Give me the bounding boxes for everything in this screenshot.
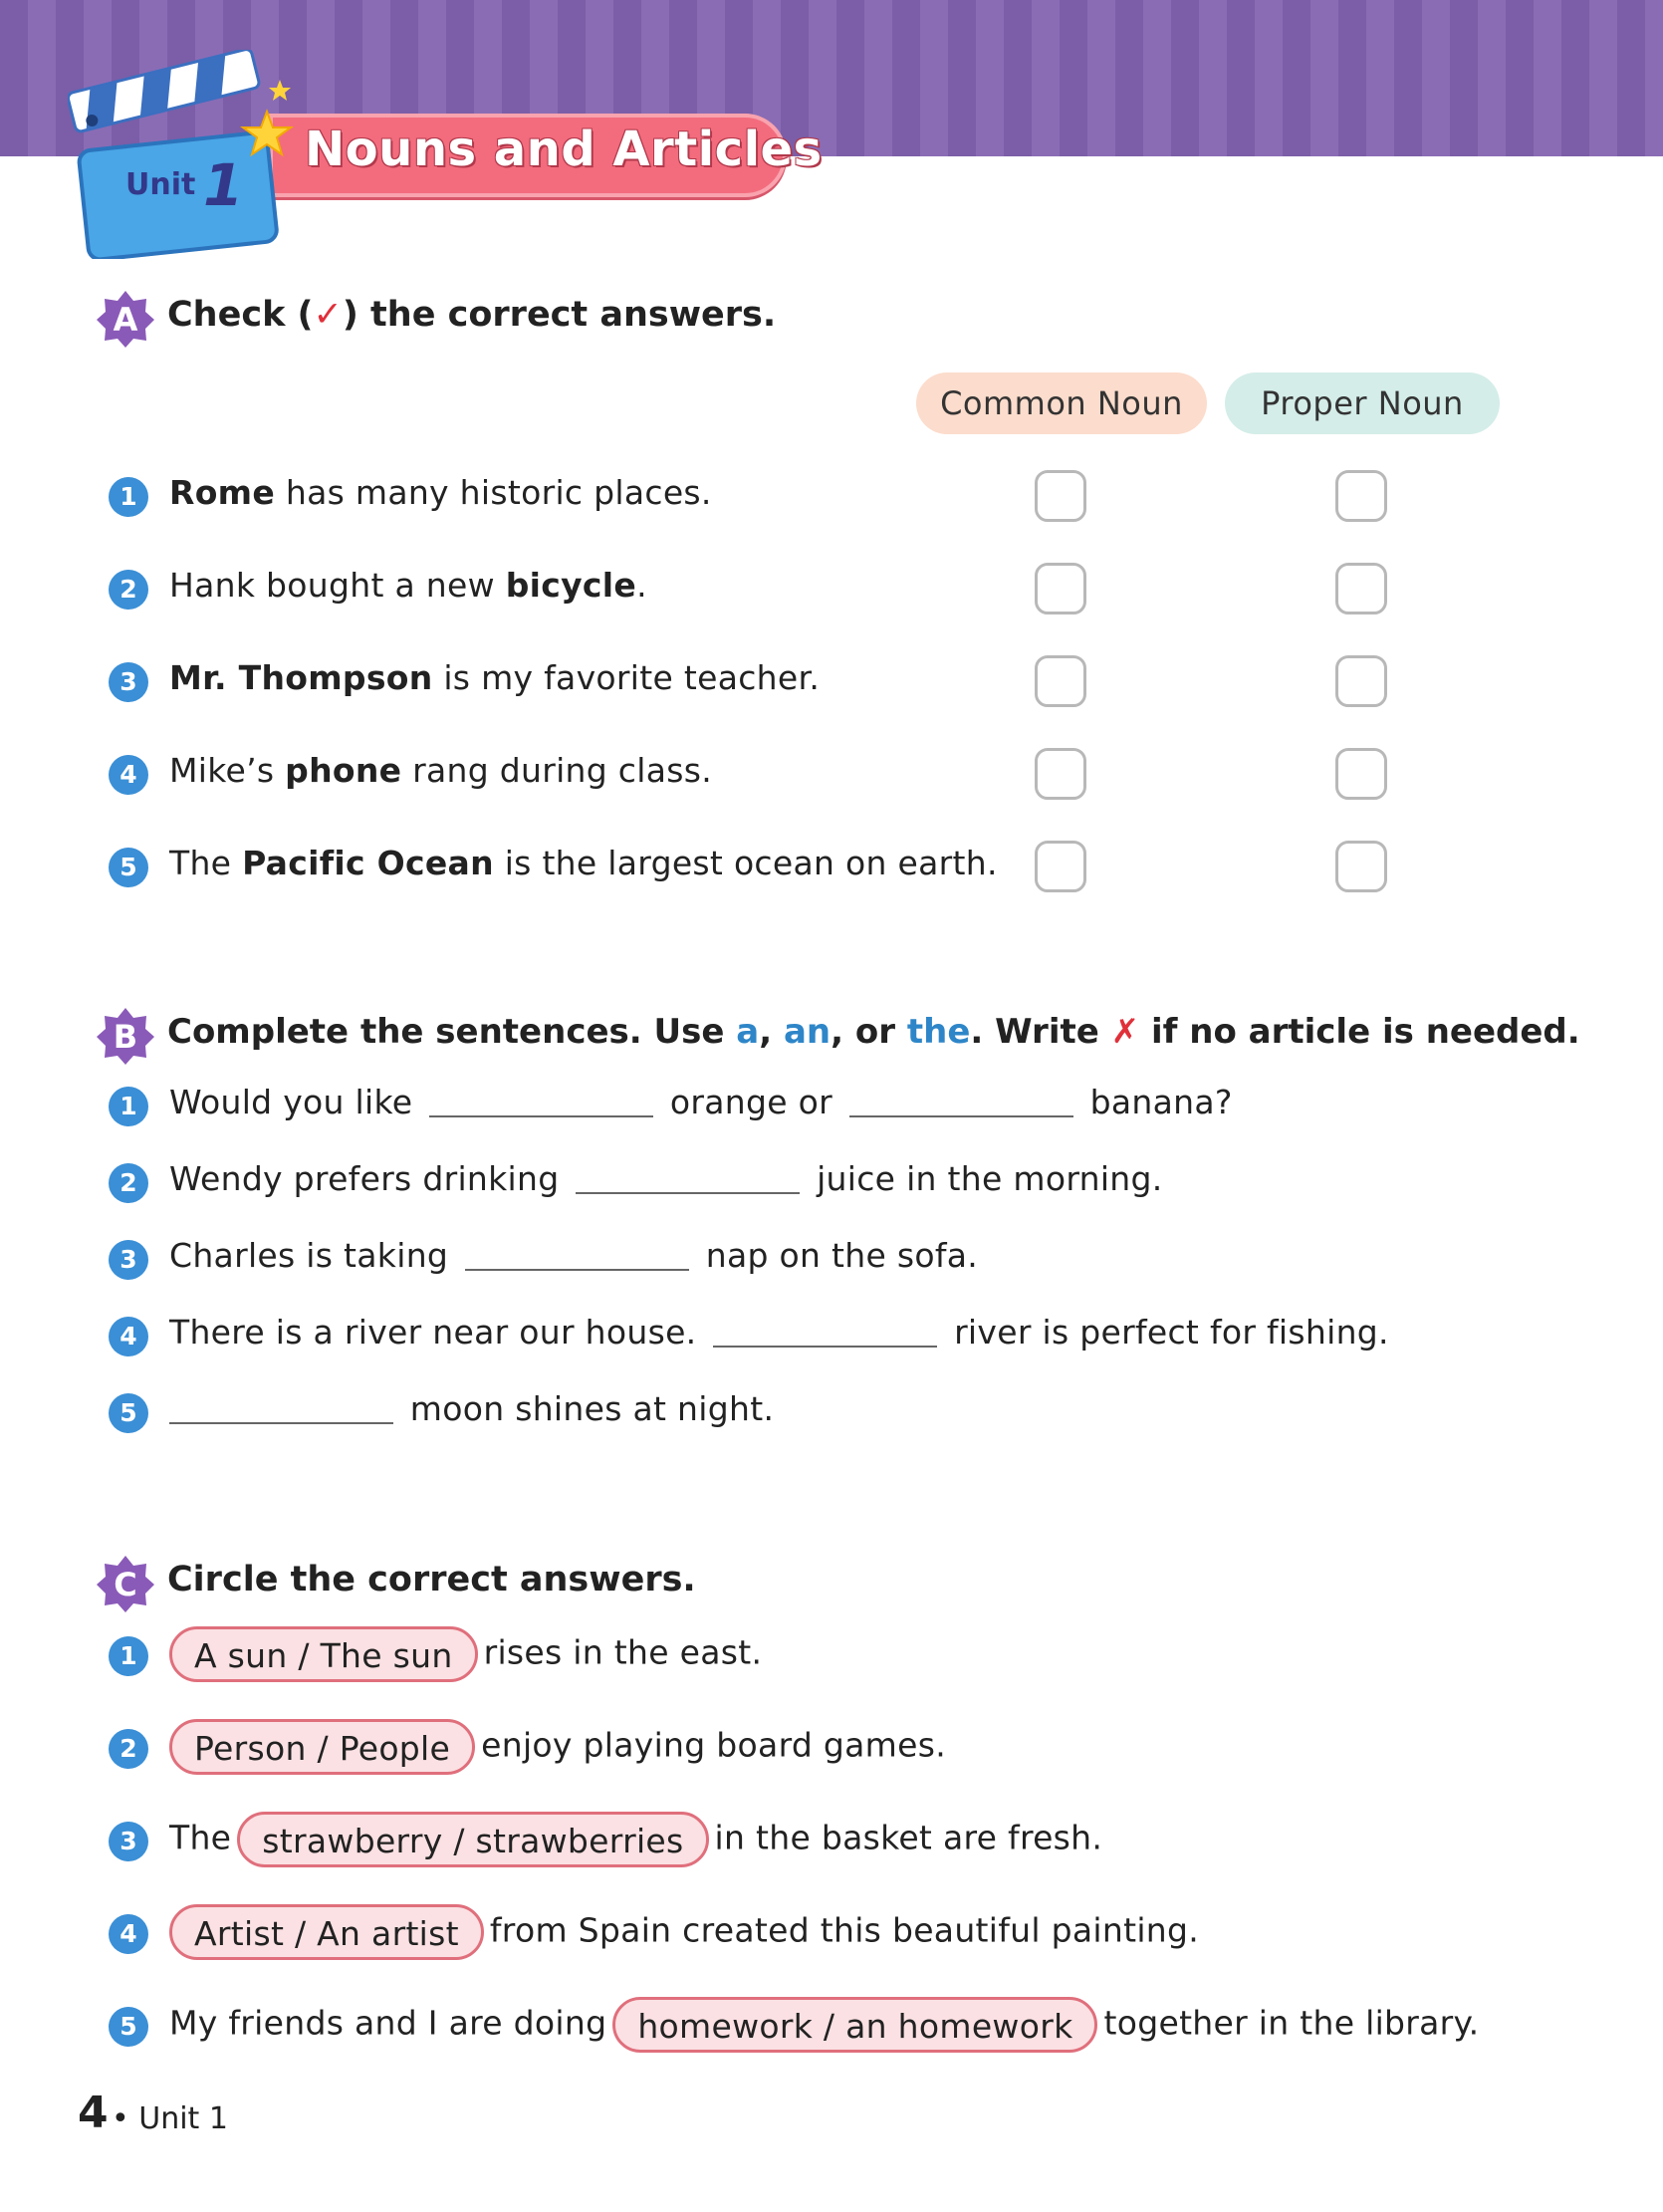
item-number: 1 bbox=[109, 477, 148, 517]
section-a-letter: A bbox=[113, 301, 138, 339]
proper-noun-checkbox-5[interactable] bbox=[1335, 841, 1387, 892]
answer-blank[interactable] bbox=[849, 1114, 1073, 1117]
answer-blank[interactable] bbox=[576, 1191, 800, 1194]
answer-choice[interactable]: Artist / An artist bbox=[169, 1904, 484, 1960]
section-b-badge-icon bbox=[96, 1006, 155, 1066]
item-number: 2 bbox=[109, 1729, 148, 1769]
section-c-item-3: The strawberry / strawberries in the basket are fresh. bbox=[169, 1812, 1102, 1867]
footer-unit: • Unit 1 bbox=[112, 2101, 228, 2136]
section-c-badge-icon bbox=[96, 1554, 155, 1613]
section-a-item-5: The Pacific Ocean is the largest ocean on earth. bbox=[169, 844, 998, 882]
section-b-item-3: Charles is taking nap on the sofa. bbox=[169, 1236, 979, 1275]
unit-label: Unit bbox=[125, 167, 196, 202]
answer-blank[interactable] bbox=[465, 1268, 689, 1271]
common-noun-header: Common Noun bbox=[916, 372, 1207, 434]
section-a-instruction: Check (✓) the correct answers. bbox=[167, 295, 777, 335]
section-b-item-4: There is a river near our house. river is perfect for fishing. bbox=[169, 1313, 1389, 1352]
common-noun-checkbox-1[interactable] bbox=[1035, 470, 1086, 522]
section-c-item-2: Person / People enjoy playing board games. bbox=[163, 1719, 946, 1775]
section-a-badge-icon bbox=[96, 289, 155, 349]
section-b-instruction: Complete the sentences. Use a, an, or the. Write ✗ if no article is needed. bbox=[167, 1012, 1580, 1052]
x-mark-icon: ✗ bbox=[1110, 1012, 1140, 1052]
section-a-item-3: Mr. Thompson is my favorite teacher. bbox=[169, 658, 821, 697]
section-c-item-4: Artist / An artist from Spain created this beautiful painting. bbox=[163, 1904, 1199, 1960]
common-noun-checkbox-3[interactable] bbox=[1035, 655, 1086, 707]
item-number: 3 bbox=[109, 1822, 148, 1861]
section-a-item-1: Rome has many historic places. bbox=[169, 473, 712, 512]
item-number: 1 bbox=[109, 1087, 148, 1126]
clapperboard-icon bbox=[68, 50, 297, 259]
item-number: 5 bbox=[109, 1393, 148, 1433]
answer-choice[interactable]: A sun / The sun bbox=[169, 1626, 478, 1682]
proper-noun-header: Proper Noun bbox=[1225, 372, 1500, 434]
common-noun-checkbox-5[interactable] bbox=[1035, 841, 1086, 892]
answer-blank[interactable] bbox=[169, 1421, 393, 1424]
proper-noun-checkbox-1[interactable] bbox=[1335, 470, 1387, 522]
page-number: 4 bbox=[78, 2088, 109, 2138]
proper-noun-checkbox-2[interactable] bbox=[1335, 563, 1387, 614]
common-noun-checkbox-4[interactable] bbox=[1035, 748, 1086, 800]
proper-noun-checkbox-4[interactable] bbox=[1335, 748, 1387, 800]
item-number: 4 bbox=[109, 1317, 148, 1356]
check-mark-icon: ✓ bbox=[313, 295, 343, 335]
item-number: 4 bbox=[109, 1914, 148, 1954]
section-b-item-2: Wendy prefers drinking juice in the morning. bbox=[169, 1159, 1163, 1198]
common-noun-checkbox-2[interactable] bbox=[1035, 563, 1086, 614]
answer-blank[interactable] bbox=[429, 1114, 653, 1117]
item-number: 4 bbox=[109, 755, 148, 795]
item-number: 5 bbox=[109, 2007, 148, 2047]
item-number: 5 bbox=[109, 848, 148, 887]
section-b-item-1: Would you like orange or banana? bbox=[169, 1083, 1233, 1121]
answer-blank[interactable] bbox=[713, 1345, 937, 1348]
page-title: Nouns and Articles bbox=[305, 122, 823, 177]
answer-choice[interactable]: Person / People bbox=[169, 1719, 475, 1775]
section-a-item-2: Hank bought a new bicycle. bbox=[169, 566, 647, 605]
item-number: 2 bbox=[109, 570, 148, 610]
section-c-instruction: Circle the correct answers. bbox=[167, 1560, 696, 1599]
section-c-item-1: A sun / The sun rises in the east. bbox=[163, 1626, 762, 1682]
answer-choice[interactable]: homework / an homework bbox=[612, 1997, 1097, 2053]
item-number: 3 bbox=[109, 662, 148, 702]
unit-number: 1 bbox=[203, 151, 244, 219]
item-number: 2 bbox=[109, 1163, 148, 1203]
section-a-item-4: Mike’s phone rang during class. bbox=[169, 751, 713, 790]
section-b-letter: B bbox=[113, 1018, 138, 1056]
item-number: 1 bbox=[109, 1636, 148, 1676]
item-number: 3 bbox=[109, 1240, 148, 1280]
section-c-letter: C bbox=[114, 1566, 137, 1603]
answer-choice[interactable]: strawberry / strawberries bbox=[237, 1812, 708, 1867]
section-b-item-5: moon shines at night. bbox=[163, 1389, 774, 1428]
section-c-item-5: My friends and I are doing homework / an homework together in the library. bbox=[169, 1997, 1479, 2053]
proper-noun-checkbox-3[interactable] bbox=[1335, 655, 1387, 707]
